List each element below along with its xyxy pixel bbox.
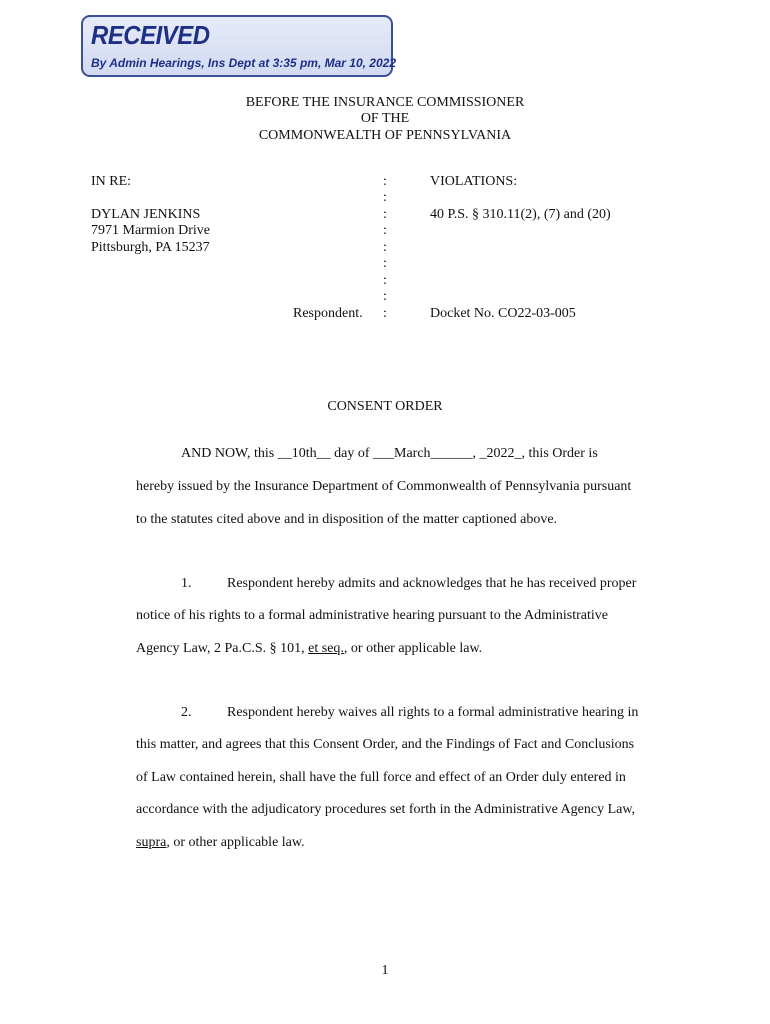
- para2-text: , or other applicable law.: [166, 835, 305, 850]
- para2-line-4: accordance with the adjudicatory procedures set forth in the Administrative Agency Law,: [136, 802, 636, 817]
- para1-line-1: Respondent hereby admits and acknowledges that he has received proper: [227, 576, 637, 591]
- document-title: CONSENT ORDER: [327, 399, 443, 414]
- caption-colon: :: [383, 256, 387, 271]
- caption-colon: :: [383, 306, 387, 321]
- para1-text: Agency Law, 2 Pa.C.S. § 101,: [136, 641, 309, 656]
- para1-line-2: notice of his rights to a formal administrative hearing pursuant to the Administrative: [136, 608, 609, 623]
- header-line-3: COMMONWEALTH OF PENNSYLVANIA: [258, 128, 512, 143]
- intro-line-3: to the statutes cited above and in disposition of the matter captioned above.: [136, 512, 558, 527]
- caption-colon: :: [383, 207, 387, 222]
- intro-day: __10th__: [277, 446, 331, 461]
- para2-line-3: of Law contained herein, shall have the full force and effect of an Order duly entered in: [136, 770, 626, 785]
- caption-colon: :: [383, 273, 387, 288]
- para1-line-3: [136, 641, 482, 657]
- docket-number: Docket No. CO22-03-005: [430, 306, 576, 321]
- stamp-title: RECEIVED: [91, 20, 210, 50]
- received-stamp: [81, 15, 396, 77]
- respondent-label: Respondent.: [293, 306, 363, 321]
- intro-text: AND NOW, this: [181, 446, 278, 461]
- intro-line-2: hereby issued by the Insurance Department of Commonwealth of Pennsylvania pursuant: [136, 479, 632, 494]
- caption-colon: :: [383, 190, 387, 205]
- intro-month: ___March______: [373, 446, 473, 461]
- intro-text: day of: [330, 446, 373, 461]
- para2-line-5: [136, 835, 305, 851]
- et-seq: et seq.: [308, 641, 344, 656]
- violations-text: 40 P.S. § 310.11(2), (7) and (20): [430, 207, 611, 222]
- header-line-1: BEFORE THE INSURANCE COMMISSIONER: [245, 95, 525, 110]
- respondent-address-2: Pittsburgh, PA 15237: [91, 240, 210, 255]
- caption-colon: :: [383, 240, 387, 255]
- stamp-subtitle: By Admin Hearings, Ins Dept at 3:35 pm, Mar 10, 2022: [91, 56, 396, 70]
- respondent-name: DYLAN JENKINS: [91, 207, 201, 222]
- caption-colon: :: [383, 289, 387, 304]
- intro-text: ,: [472, 446, 480, 461]
- in-re-label: IN RE:: [91, 174, 132, 189]
- violations-label: VIOLATIONS:: [430, 174, 518, 189]
- caption-colon: :: [383, 223, 387, 238]
- para2-line-1: Respondent hereby waives all rights to a formal administrative hearing in: [227, 705, 639, 720]
- para2-line-2: this matter, and agrees that this Consent Order, and the Findings of Fact and Conclusions: [136, 737, 635, 752]
- page-number: 1: [381, 963, 389, 978]
- header-line-2: OF THE: [360, 111, 410, 126]
- caption-colon: :: [383, 174, 387, 189]
- para1-number: 1.: [181, 576, 192, 591]
- intro-line-1: [181, 446, 598, 462]
- intro-year: _2022_: [479, 446, 522, 461]
- supra: supra: [136, 835, 167, 850]
- para1-text: , or other applicable law.: [343, 641, 483, 656]
- para2-number: 2.: [181, 705, 192, 720]
- respondent-address-1: 7971 Marmion Drive: [91, 223, 210, 238]
- intro-text: , this Order is: [521, 446, 598, 461]
